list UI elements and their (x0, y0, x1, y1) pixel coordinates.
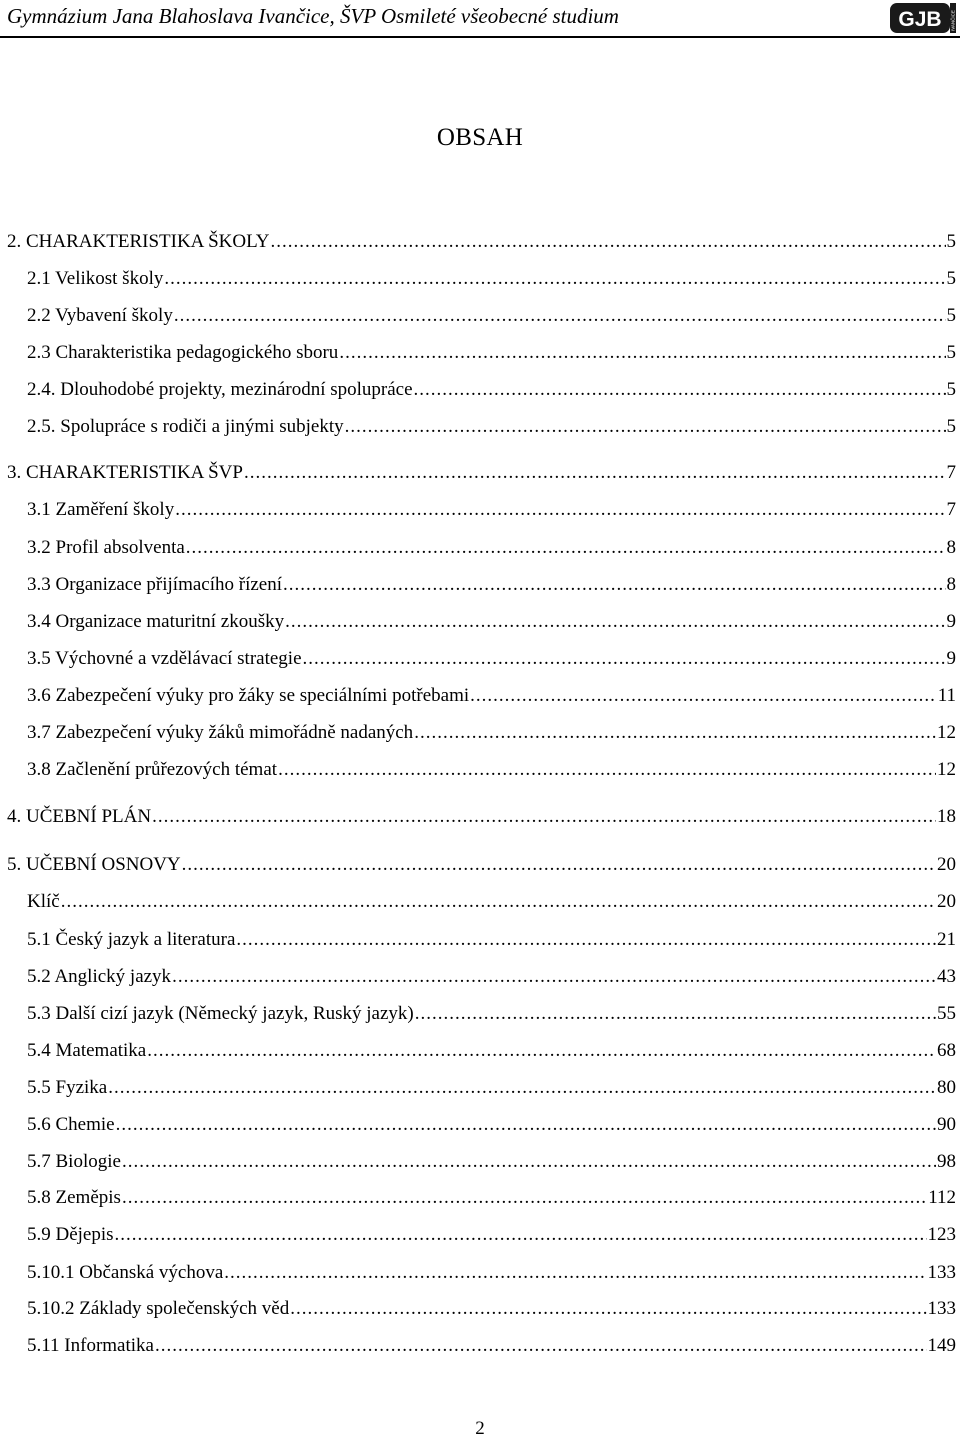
toc-dot-leader (175, 497, 945, 523)
toc-entry[interactable] (27, 646, 956, 672)
toc-entry-page: 68 (937, 1040, 956, 1061)
toc-entry-title: 2.4. Dlouhodobé projekty, mezinárodní spolupráce (27, 379, 413, 400)
toc-entry[interactable] (27, 757, 956, 783)
toc-entry[interactable] (27, 927, 956, 953)
toc-entry-page: 133 (927, 1262, 956, 1283)
toc-dot-leader (303, 646, 946, 672)
toc-entry[interactable] (27, 1001, 956, 1027)
toc-entry-page: 20 (937, 891, 956, 912)
toc-entry-title: 2.1 Velikost školy (27, 268, 164, 289)
toc-entry[interactable] (27, 1260, 956, 1286)
toc-entry-page: 149 (927, 1335, 956, 1356)
toc-entry-page: 20 (937, 854, 956, 875)
toc-dot-leader (172, 964, 936, 990)
toc-entry-title: 5.7 Biologie (27, 1151, 121, 1172)
toc-entry[interactable] (27, 1296, 956, 1322)
toc-dot-leader (122, 1185, 927, 1211)
toc-dot-leader (108, 1075, 936, 1101)
toc-entry-page: 133 (927, 1298, 956, 1319)
toc-entry-title: 5.10.1 Občanská výchova (27, 1262, 224, 1283)
toc-dot-leader (271, 229, 946, 255)
logo-text: GJB (898, 8, 942, 31)
toc-entry-title: 3.5 Výchovné a vzdělávací strategie (27, 648, 302, 669)
toc-entry-title: 5.11 Informatika (27, 1335, 154, 1356)
toc-entry-page: 5 (946, 379, 956, 400)
toc-entry-title: 2.5. Spolupráce s rodiči a jinými subjekty (27, 416, 344, 437)
toc-entry-title: 5.3 Další cizí jazyk (Německý jazyk, Ruský jazyk) (27, 1003, 414, 1024)
page-number: 2 (475, 1418, 485, 1439)
toc-entry-page: 5 (946, 231, 956, 252)
toc-dot-leader (116, 1112, 936, 1138)
toc-entry[interactable] (27, 414, 956, 440)
toc-entry-page: 123 (927, 1224, 956, 1245)
toc-entry-page: 8 (946, 537, 956, 558)
toc-dot-leader (285, 609, 945, 635)
toc-entry-title: 5.9 Dějepis (27, 1224, 114, 1245)
toc-entry-title: 4. UČEBNÍ PLÁN (7, 806, 152, 827)
toc-entry-title: 5.1 Český jazyk a literatura (27, 929, 236, 950)
toc-entry-title: 3.3 Organizace přijímacího řízení (27, 574, 282, 595)
toc-entry-title: 5.8 Zeměpis (27, 1187, 121, 1208)
toc-entry[interactable] (27, 1038, 956, 1064)
toc-entry-page: 7 (946, 462, 956, 483)
toc-dot-leader (182, 852, 936, 878)
toc-dot-leader (414, 720, 936, 746)
toc-entry-title: 5.5 Fyzika (27, 1077, 108, 1098)
toc-entry-page: 8 (946, 574, 956, 595)
toc-entry[interactable] (27, 1075, 956, 1101)
toc-entry-page: 5 (946, 305, 956, 326)
toc-entry-page: 5 (946, 342, 956, 363)
toc-entry-title: 2. CHARAKTERISTIKA ŠKOLY (7, 231, 270, 252)
toc-dot-leader (164, 266, 945, 292)
toc-entry-page: 9 (946, 611, 956, 632)
toc-entry[interactable] (7, 804, 956, 830)
toc-entry-page: 55 (937, 1003, 956, 1024)
toc-entry[interactable] (27, 340, 956, 366)
toc-entry-title: 3.6 Zabezpečení výuky pro žáky se speciálními potřebami (27, 685, 470, 706)
toc-entry[interactable] (27, 1112, 956, 1138)
toc-entry[interactable] (27, 572, 956, 598)
toc-entry[interactable] (27, 535, 956, 561)
toc-entry-page: 9 (946, 648, 956, 669)
toc-dot-leader (61, 889, 936, 915)
toc-dot-leader (174, 303, 946, 329)
toc-entry-title: Klíč (27, 891, 60, 912)
toc-entry-title: 5.6 Chemie (27, 1114, 115, 1135)
toc-dot-leader (155, 1333, 927, 1359)
toc-entry[interactable] (27, 683, 956, 709)
toc-entry-title: 3.4 Organizace maturitní zkoušky (27, 611, 285, 632)
logo-subtext: IVANČICE (950, 10, 956, 31)
toc-entry-page: 98 (937, 1151, 956, 1172)
toc-entry-page: 21 (937, 929, 956, 950)
toc-dot-leader (414, 377, 946, 403)
toc-entry-page: 12 (937, 722, 956, 743)
toc-dot-leader (122, 1149, 936, 1175)
toc-entry[interactable] (27, 303, 956, 329)
toc-entry-page: 5 (946, 416, 956, 437)
toc-entry-title: 2.2 Vybavení školy (27, 305, 173, 326)
toc-entry-page: 11 (937, 685, 956, 706)
toc-dot-leader (283, 572, 946, 598)
toc-entry-title: 5.10.2 Základy společenských věd (27, 1298, 290, 1319)
toc-dot-leader (186, 535, 946, 561)
toc-entry-page: 80 (937, 1077, 956, 1098)
toc-dot-leader (236, 927, 936, 953)
toc-entry[interactable] (27, 1149, 956, 1175)
toc-dot-leader (345, 414, 946, 440)
toc-entry[interactable] (27, 1222, 956, 1248)
toc-entry-title: 5.2 Anglický jazyk (27, 966, 172, 987)
toc-entry[interactable] (27, 497, 956, 523)
toc-entry-page: 18 (937, 806, 956, 827)
toc-entry[interactable] (27, 1185, 956, 1211)
toc-entry-title: 5. UČEBNÍ OSNOVY (7, 854, 181, 875)
toc-entry-title: 3. CHARAKTERISTIKA ŠVP (7, 462, 243, 483)
toc-entry[interactable] (27, 377, 956, 403)
toc-entry[interactable] (27, 964, 956, 990)
toc-entry-page: 43 (937, 966, 956, 987)
toc-entry-title: 3.1 Zaměření školy (27, 499, 175, 520)
toc-entry[interactable] (27, 1333, 956, 1359)
toc-entry-page: 7 (946, 499, 956, 520)
toc-dot-leader (147, 1038, 936, 1064)
toc-entry[interactable] (7, 229, 956, 255)
toc-entry-page: 12 (937, 759, 956, 780)
toc-entry[interactable] (27, 266, 956, 292)
toc-entry[interactable] (7, 852, 956, 878)
toc-entry-page: 5 (946, 268, 956, 289)
toc-entry-title: 3.2 Profil absolventa (27, 537, 185, 558)
toc-dot-leader (152, 804, 936, 830)
toc-entry-title: 2.3 Charakteristika pedagogického sboru (27, 342, 339, 363)
toc-entry-page: 90 (937, 1114, 956, 1135)
toc-dot-leader (115, 1222, 927, 1248)
toc-dot-leader (339, 340, 945, 366)
toc-dot-leader (278, 757, 936, 783)
toc-dot-leader (244, 460, 946, 486)
toc-dot-leader (470, 683, 937, 709)
toc-dot-leader (224, 1260, 926, 1286)
toc-dot-leader (290, 1296, 926, 1322)
header-title: Gymnázium Jana Blahoslava Ivančice, ŠVP Osmileté všeobecné studium (7, 4, 619, 28)
toc-entry-title: 3.8 Začlenění průřezových témat (27, 759, 278, 780)
document-title: OBSAH (436, 124, 524, 151)
toc-entry[interactable] (7, 460, 956, 486)
toc-entry[interactable] (27, 889, 956, 915)
toc-entry-title: 5.4 Matematika (27, 1040, 147, 1061)
toc-entry[interactable] (27, 720, 956, 746)
toc-entry-title: 3.7 Zabezpečení výuky žáků mimořádně nadaných (27, 722, 414, 743)
toc-entry-page: 112 (928, 1187, 956, 1208)
toc-dot-leader (415, 1001, 936, 1027)
toc-entry[interactable] (27, 609, 956, 635)
